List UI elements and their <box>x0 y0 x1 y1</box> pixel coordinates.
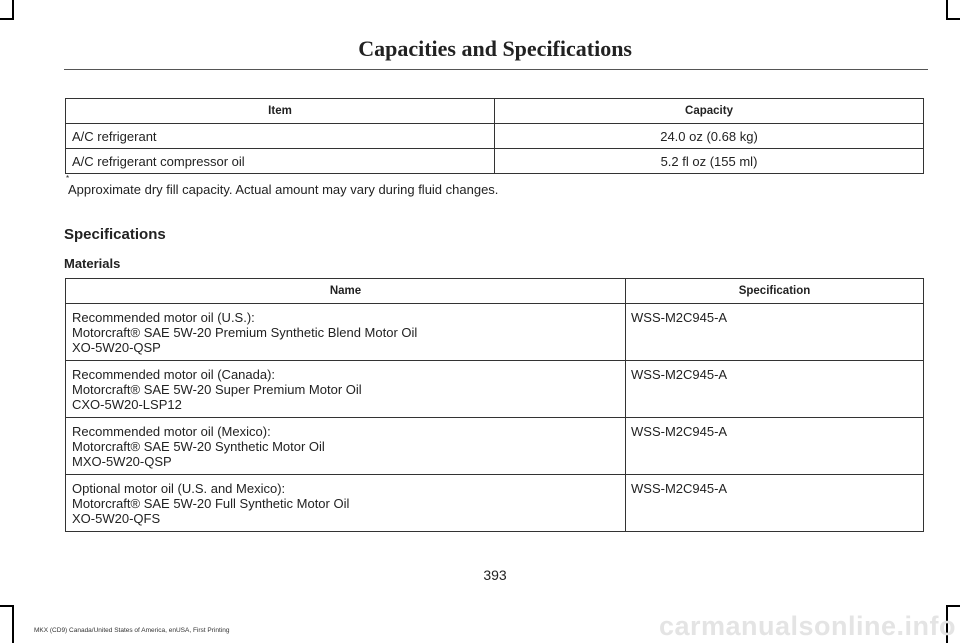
crop-mark-bottom-left <box>12 605 14 643</box>
page-number: 393 <box>483 567 507 583</box>
crop-mark-top-right <box>946 0 948 20</box>
oil-part-number: CXO-5W20-LSP12 <box>72 397 182 412</box>
section-heading: Specifications <box>64 226 166 243</box>
oil-part-number: XO-5W20-QSP <box>72 340 161 355</box>
capacity-cell: 5.2 fl oz (155 ml) <box>495 149 924 174</box>
oil-product: Motorcraft® SAE 5W-20 Super Premium Motor Oil <box>72 382 362 397</box>
oil-label: Optional motor oil (U.S. and Mexico): <box>72 481 286 496</box>
crop-mark-top-right <box>946 18 960 20</box>
page-title: Capacities and Specifications <box>358 36 632 61</box>
footnote-marker: * <box>66 174 70 183</box>
oil-product: Motorcraft® SAE 5W-20 Premium Synthetic Blend Motor Oil <box>72 325 418 340</box>
table-header-row <box>66 279 924 304</box>
materials-table <box>65 278 924 532</box>
name-cell <box>66 418 626 475</box>
oil-label: Recommended motor oil (Mexico): <box>72 424 271 439</box>
watermark: carmanualsonline.info <box>658 611 956 641</box>
specification-cell: WSS-M2C945-A <box>626 361 924 418</box>
name-cell <box>66 475 626 532</box>
table-header-row <box>66 99 924 124</box>
oil-part-number: MXO-5W20-QSP <box>72 454 172 469</box>
column-header-capacity: Capacity <box>495 99 924 124</box>
title-divider <box>64 69 928 70</box>
capacity-table <box>65 98 924 174</box>
capacity-cell: 24.0 oz (0.68 kg) <box>495 124 924 149</box>
oil-product: Motorcraft® SAE 5W-20 Full Synthetic Motor Oil <box>72 496 350 511</box>
column-header-item: Item <box>66 99 495 124</box>
sub-heading: Materials <box>64 256 121 271</box>
column-header-specification: Specification <box>626 279 924 304</box>
name-cell <box>66 304 626 361</box>
footnote <box>64 174 499 197</box>
name-cell <box>66 361 626 418</box>
crop-mark-top-left <box>12 0 14 20</box>
oil-label: Recommended motor oil (U.S.): <box>72 310 255 325</box>
column-header-name: Name <box>66 279 626 304</box>
oil-product: Motorcraft® SAE 5W-20 Synthetic Motor Oil <box>72 439 325 454</box>
crop-mark-bottom-right <box>946 605 960 607</box>
table-row <box>66 361 924 418</box>
item-cell: A/C refrigerant <box>66 124 495 149</box>
footnote-text: Approximate dry fill capacity. Actual amount may vary during fluid changes. <box>68 182 499 197</box>
table-row <box>66 475 924 532</box>
footer-text: MKX (CD9) Canada/United States of America, enUSA, First Printing <box>34 627 230 634</box>
specification-cell: WSS-M2C945-A <box>626 304 924 361</box>
specification-cell: WSS-M2C945-A <box>626 418 924 475</box>
table-row <box>66 304 924 361</box>
table-row <box>66 418 924 475</box>
table-row <box>66 149 924 174</box>
crop-mark-bottom-left <box>0 605 14 607</box>
oil-label: Recommended motor oil (Canada): <box>72 367 276 382</box>
table-row <box>66 124 924 149</box>
item-cell: A/C refrigerant compressor oil <box>66 149 495 174</box>
specification-cell: WSS-M2C945-A <box>626 475 924 532</box>
crop-mark-top-left <box>0 18 14 20</box>
oil-part-number: XO-5W20-QFS <box>72 511 161 526</box>
